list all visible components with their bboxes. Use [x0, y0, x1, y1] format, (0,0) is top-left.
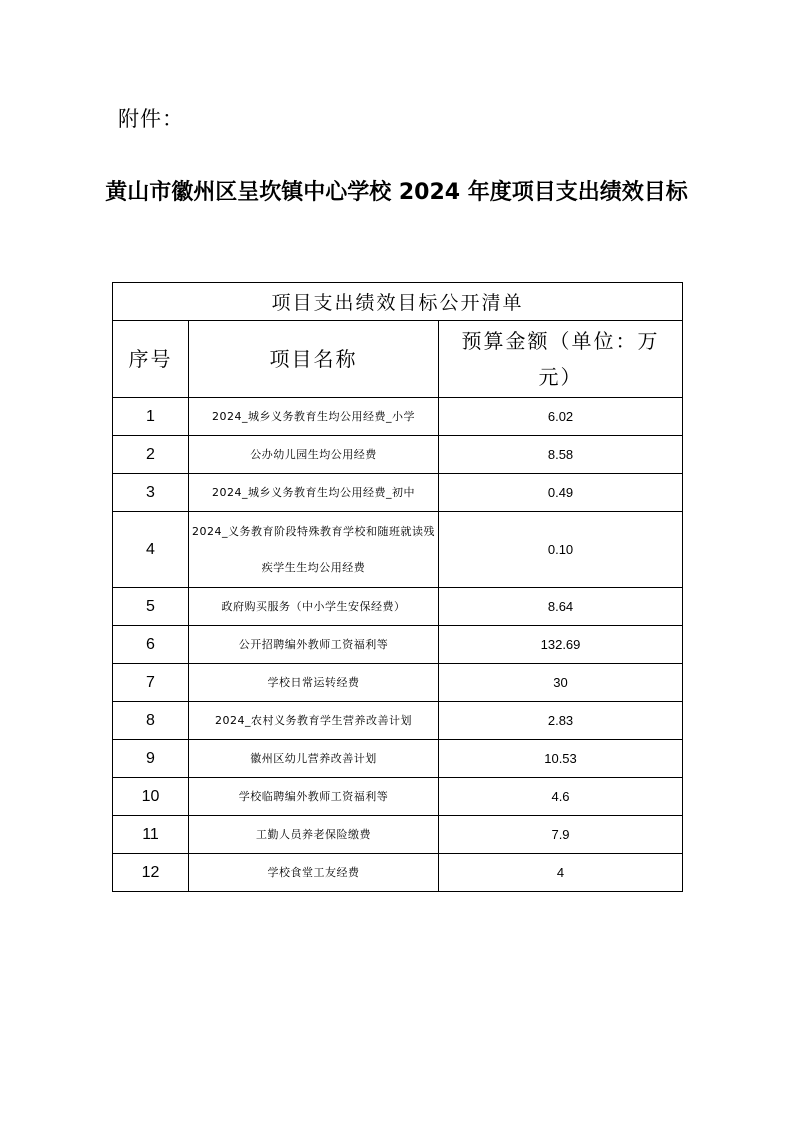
row-amount: 10.53 [439, 740, 683, 778]
table-row [113, 626, 683, 664]
table-row [113, 816, 683, 854]
table-caption-row [113, 283, 683, 321]
row-index: 5 [113, 588, 189, 626]
row-index: 3 [113, 474, 189, 512]
row-index: 6 [113, 626, 189, 664]
row-project-name: 徽州区幼儿营养改善计划 [189, 740, 439, 778]
row-index: 8 [113, 702, 189, 740]
row-amount: 132.69 [439, 626, 683, 664]
table-row [113, 474, 683, 512]
row-amount: 0.10 [439, 512, 683, 588]
row-amount: 4.6 [439, 778, 683, 816]
row-amount: 2.83 [439, 702, 683, 740]
row-index: 9 [113, 740, 189, 778]
row-amount: 7.9 [439, 816, 683, 854]
row-index: 4 [113, 512, 189, 588]
table-header-row [113, 321, 683, 398]
row-amount: 8.58 [439, 436, 683, 474]
row-project-name: 工勤人员养老保险缴费 [189, 816, 439, 854]
table-row [113, 854, 683, 892]
row-project-name: 学校日常运转经费 [189, 664, 439, 702]
row-project-name: 公办幼儿园生均公用经费 [189, 436, 439, 474]
row-index: 10 [113, 778, 189, 816]
row-project-name: 2024_城乡义务教育生均公用经费_初中 [189, 474, 439, 512]
table-row [113, 740, 683, 778]
row-index: 11 [113, 816, 189, 854]
row-index: 2 [113, 436, 189, 474]
attachment-label: 附件： [118, 107, 184, 131]
table-row [113, 588, 683, 626]
table-row [113, 778, 683, 816]
header-index: 序号 [113, 321, 189, 398]
table-row [113, 436, 683, 474]
header-name: 项目名称 [189, 321, 439, 398]
row-index: 7 [113, 664, 189, 702]
budget-table [112, 282, 683, 892]
row-project-name: 学校食堂工友经费 [189, 854, 439, 892]
row-project-name: 公开招聘编外教师工资福利等 [189, 626, 439, 664]
row-amount: 0.49 [439, 474, 683, 512]
row-project-name: 政府购买服务（中小学生安保经费） [189, 588, 439, 626]
header-amount: 预算金额（单位：万元） [439, 321, 683, 398]
row-amount: 30 [439, 664, 683, 702]
table-row [113, 398, 683, 436]
table-body [113, 283, 683, 892]
row-amount: 6.02 [439, 398, 683, 436]
table-row [113, 512, 683, 588]
table-row [113, 702, 683, 740]
row-amount: 8.64 [439, 588, 683, 626]
table-row [113, 664, 683, 702]
row-project-name: 学校临聘编外教师工资福利等 [189, 778, 439, 816]
row-project-name: 2024_农村义务教育学生营养改善计划 [189, 702, 439, 740]
table-caption: 项目支出绩效目标公开清单 [113, 283, 683, 321]
row-project-name: 2024_义务教育阶段特殊教育学校和随班就读残疾学生生均公用经费 [189, 512, 439, 588]
row-project-name: 2024_城乡义务教育生均公用经费_小学 [189, 398, 439, 436]
row-index: 12 [113, 854, 189, 892]
document-title: 黄山市徽州区呈坎镇中心学校 2024 年度项目支出绩效目标 [105, 180, 688, 205]
row-index: 1 [113, 398, 189, 436]
row-amount: 4 [439, 854, 683, 892]
